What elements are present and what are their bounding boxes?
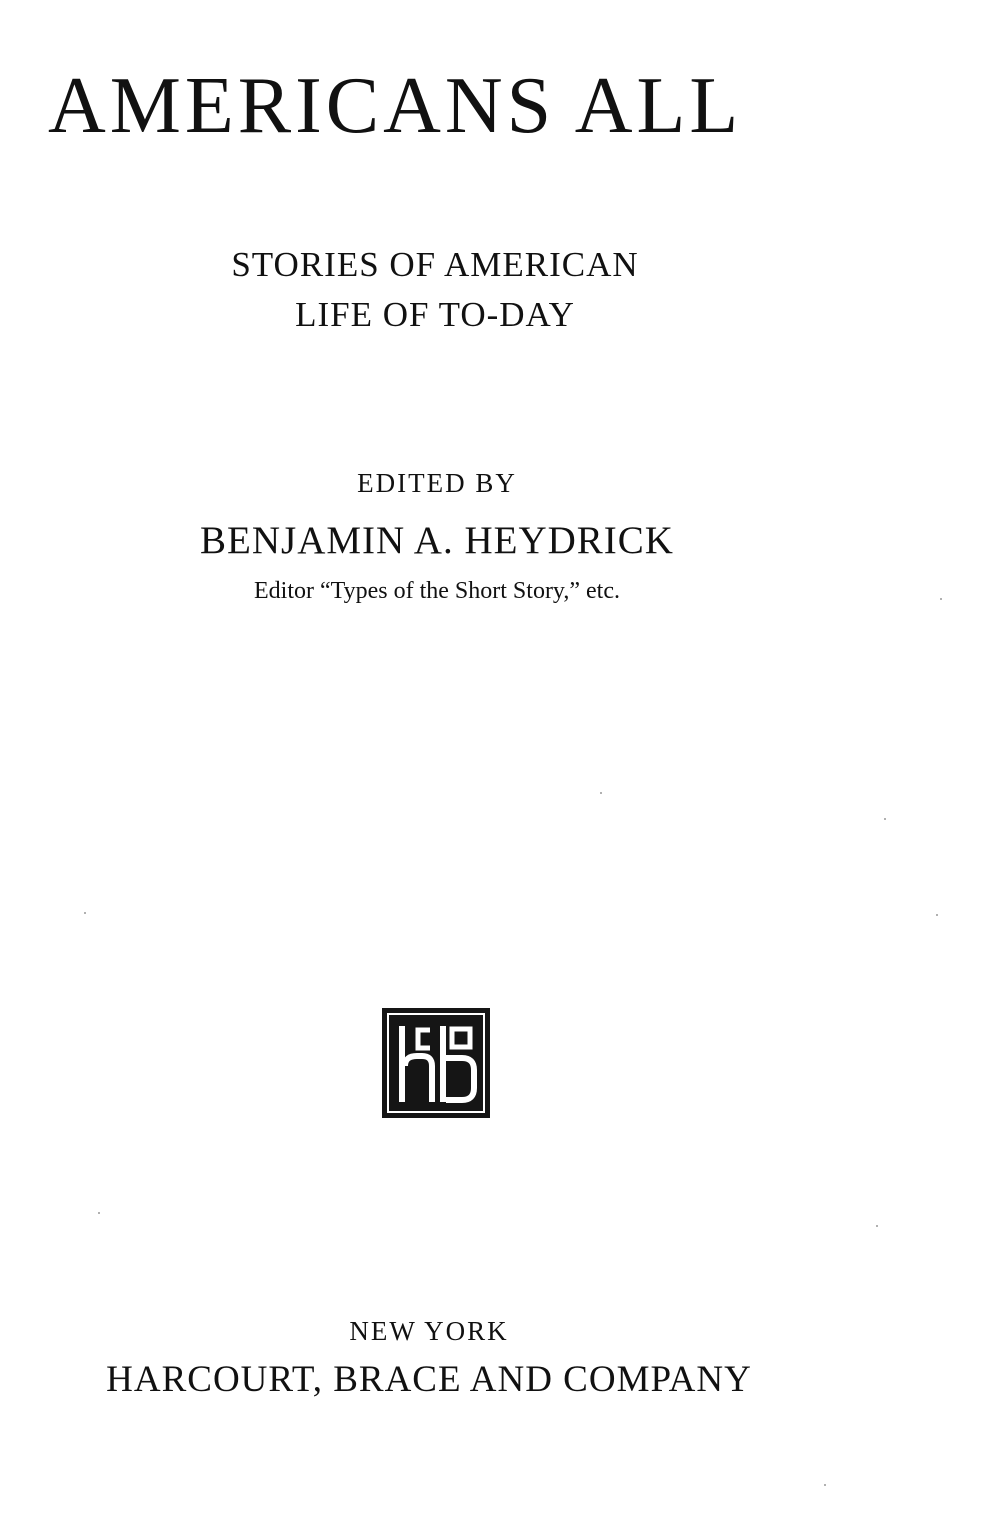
scan-speck xyxy=(824,1484,826,1486)
scan-speck xyxy=(936,914,938,916)
subtitle-line-1: STORIES OF AMERICAN xyxy=(231,245,639,284)
subtitle-line-2: LIFE OF TO-DAY xyxy=(295,295,575,334)
imprint-publisher: HARCOURT, BRACE AND COMPANY xyxy=(106,1359,752,1400)
hb-publisher-monogram-icon xyxy=(382,1008,490,1118)
editor-name: BENJAMIN A. HEYDRICK xyxy=(200,519,674,562)
scan-speck xyxy=(84,912,86,914)
imprint-place: NEW YORK xyxy=(349,1316,509,1346)
scan-speck xyxy=(884,818,886,820)
scan-speck xyxy=(876,1225,878,1227)
scan-speck xyxy=(98,1212,100,1214)
scan-speck xyxy=(600,792,602,794)
scan-speck xyxy=(940,598,942,600)
book-title: AMERICANS ALL xyxy=(48,62,743,150)
edited-by-label: EDITED BY xyxy=(357,468,517,498)
editor-credit: Editor “Types of the Short Story,” etc. xyxy=(253,578,620,604)
